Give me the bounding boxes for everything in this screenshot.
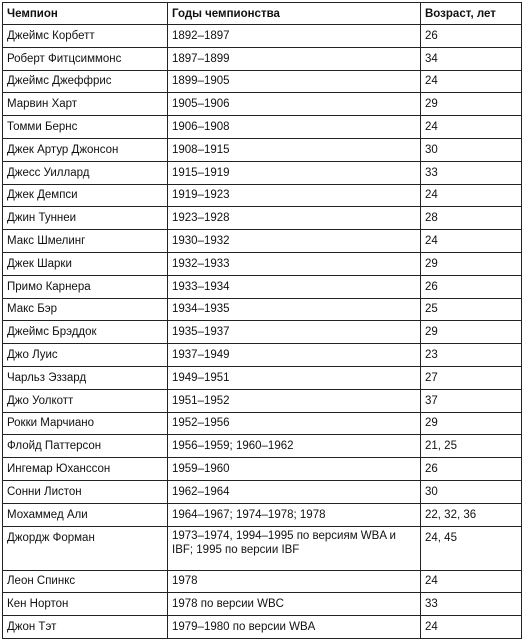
cell-years: 1978 xyxy=(168,570,421,593)
cell-years: 1978 по версии WBC xyxy=(168,593,421,616)
table-row xyxy=(3,412,522,435)
header-years: Годы чемпионства xyxy=(168,3,421,25)
table-row xyxy=(3,47,522,70)
cell-years: 1906–1908 xyxy=(168,116,421,139)
cell-years: 1935–1937 xyxy=(168,321,421,344)
cell-years: 1959–1960 xyxy=(168,458,421,481)
cell-champion: Джордж Форман xyxy=(3,526,168,570)
cell-age: 34 xyxy=(421,47,522,70)
cell-champion: Джесс Уиллард xyxy=(3,161,168,184)
cell-champion: Томми Бернс xyxy=(3,116,168,139)
champions-table xyxy=(2,2,522,639)
cell-champion: Леон Спинкс xyxy=(3,570,168,593)
cell-age: 30 xyxy=(421,480,522,503)
cell-age: 29 xyxy=(421,93,522,116)
cell-age: 22, 32, 36 xyxy=(421,503,522,526)
table-header-row xyxy=(3,3,522,25)
header-age: Возраст, лет xyxy=(421,3,522,25)
cell-years: 1952–1956 xyxy=(168,412,421,435)
cell-champion: Примо Карнера xyxy=(3,275,168,298)
table-row xyxy=(3,593,522,616)
champions-table-container xyxy=(2,2,521,639)
table-row xyxy=(3,116,522,139)
cell-years: 1979–1980 по версии WBA xyxy=(168,616,421,639)
cell-age: 24 xyxy=(421,230,522,253)
cell-years: 1962–1964 xyxy=(168,480,421,503)
cell-age: 24 xyxy=(421,70,522,93)
cell-years: 1899–1905 xyxy=(168,70,421,93)
table-row xyxy=(3,435,522,458)
table-row xyxy=(3,480,522,503)
table-row xyxy=(3,275,522,298)
cell-champion: Джин Туннеи xyxy=(3,207,168,230)
cell-years: 1919–1923 xyxy=(168,184,421,207)
table-row xyxy=(3,252,522,275)
cell-age: 26 xyxy=(421,275,522,298)
cell-age: 29 xyxy=(421,412,522,435)
cell-years: 1897–1899 xyxy=(168,47,421,70)
cell-champion: Джек Шарки xyxy=(3,252,168,275)
cell-champion: Джо Луис xyxy=(3,344,168,367)
cell-age: 24 xyxy=(421,570,522,593)
table-row xyxy=(3,570,522,593)
cell-years: 1949–1951 xyxy=(168,366,421,389)
cell-champion: Чарльз Эззард xyxy=(3,366,168,389)
header-champion: Чемпион xyxy=(3,3,168,25)
table-row xyxy=(3,25,522,48)
table-row xyxy=(3,298,522,321)
cell-champion: Джеймс Брэддок xyxy=(3,321,168,344)
cell-champion: Мохаммед Али xyxy=(3,503,168,526)
table-row xyxy=(3,458,522,481)
cell-champion: Макс Шмелинг xyxy=(3,230,168,253)
table-row xyxy=(3,207,522,230)
cell-years: 1930–1932 xyxy=(168,230,421,253)
cell-champion: Джеймс Джеффрис xyxy=(3,70,168,93)
cell-age: 23 xyxy=(421,344,522,367)
cell-champion: Джон Тэт xyxy=(3,616,168,639)
cell-years: 1915–1919 xyxy=(168,161,421,184)
table-row xyxy=(3,138,522,161)
cell-age: 24, 45 xyxy=(421,526,522,570)
cell-champion: Марвин Харт xyxy=(3,93,168,116)
cell-champion: Макс Бэр xyxy=(3,298,168,321)
table-row xyxy=(3,616,522,639)
table-row xyxy=(3,184,522,207)
cell-champion: Кен Нортон xyxy=(3,593,168,616)
cell-champion: Флойд Паттерсон xyxy=(3,435,168,458)
table-row xyxy=(3,344,522,367)
cell-champion: Сонни Листон xyxy=(3,480,168,503)
table-row xyxy=(3,321,522,344)
cell-age: 24 xyxy=(421,116,522,139)
cell-age: 28 xyxy=(421,207,522,230)
cell-years: 1908–1915 xyxy=(168,138,421,161)
table-row xyxy=(3,230,522,253)
cell-years: 1964–1967; 1974–1978; 1978 xyxy=(168,503,421,526)
table-row xyxy=(3,161,522,184)
table-row xyxy=(3,389,522,412)
cell-years: 1937–1949 xyxy=(168,344,421,367)
cell-champion: Джек Артур Джонсон xyxy=(3,138,168,161)
cell-age: 29 xyxy=(421,252,522,275)
cell-age: 21, 25 xyxy=(421,435,522,458)
cell-years: 1933–1934 xyxy=(168,275,421,298)
cell-champion: Рокки Марчиано xyxy=(3,412,168,435)
cell-years: 1892–1897 xyxy=(168,25,421,48)
table-row xyxy=(3,503,522,526)
table-row xyxy=(3,526,522,570)
cell-champion: Джо Уолкотт xyxy=(3,389,168,412)
cell-age: 37 xyxy=(421,389,522,412)
cell-years: 1951–1952 xyxy=(168,389,421,412)
cell-years: 1934–1935 xyxy=(168,298,421,321)
table-body xyxy=(3,25,522,639)
cell-champion: Джек Демпси xyxy=(3,184,168,207)
table-row xyxy=(3,366,522,389)
cell-years: 1905–1906 xyxy=(168,93,421,116)
cell-years: 1932–1933 xyxy=(168,252,421,275)
cell-years: 1923–1928 xyxy=(168,207,421,230)
cell-age: 33 xyxy=(421,593,522,616)
cell-age: 27 xyxy=(421,366,522,389)
cell-champion: Ингемар Юханссон xyxy=(3,458,168,481)
cell-age: 29 xyxy=(421,321,522,344)
cell-age: 26 xyxy=(421,458,522,481)
cell-age: 30 xyxy=(421,138,522,161)
cell-years: 1956–1959; 1960–1962 xyxy=(168,435,421,458)
cell-age: 24 xyxy=(421,184,522,207)
cell-champion: Роберт Фитцсиммонс xyxy=(3,47,168,70)
table-row xyxy=(3,70,522,93)
cell-age: 26 xyxy=(421,25,522,48)
cell-years: 1973–1974, 1994–1995 по версиям WBA и IBF; 1995 по версии IBF xyxy=(168,526,421,570)
cell-champion: Джеймс Корбетт xyxy=(3,25,168,48)
cell-age: 33 xyxy=(421,161,522,184)
cell-age: 24 xyxy=(421,616,522,639)
table-row xyxy=(3,93,522,116)
cell-age: 25 xyxy=(421,298,522,321)
